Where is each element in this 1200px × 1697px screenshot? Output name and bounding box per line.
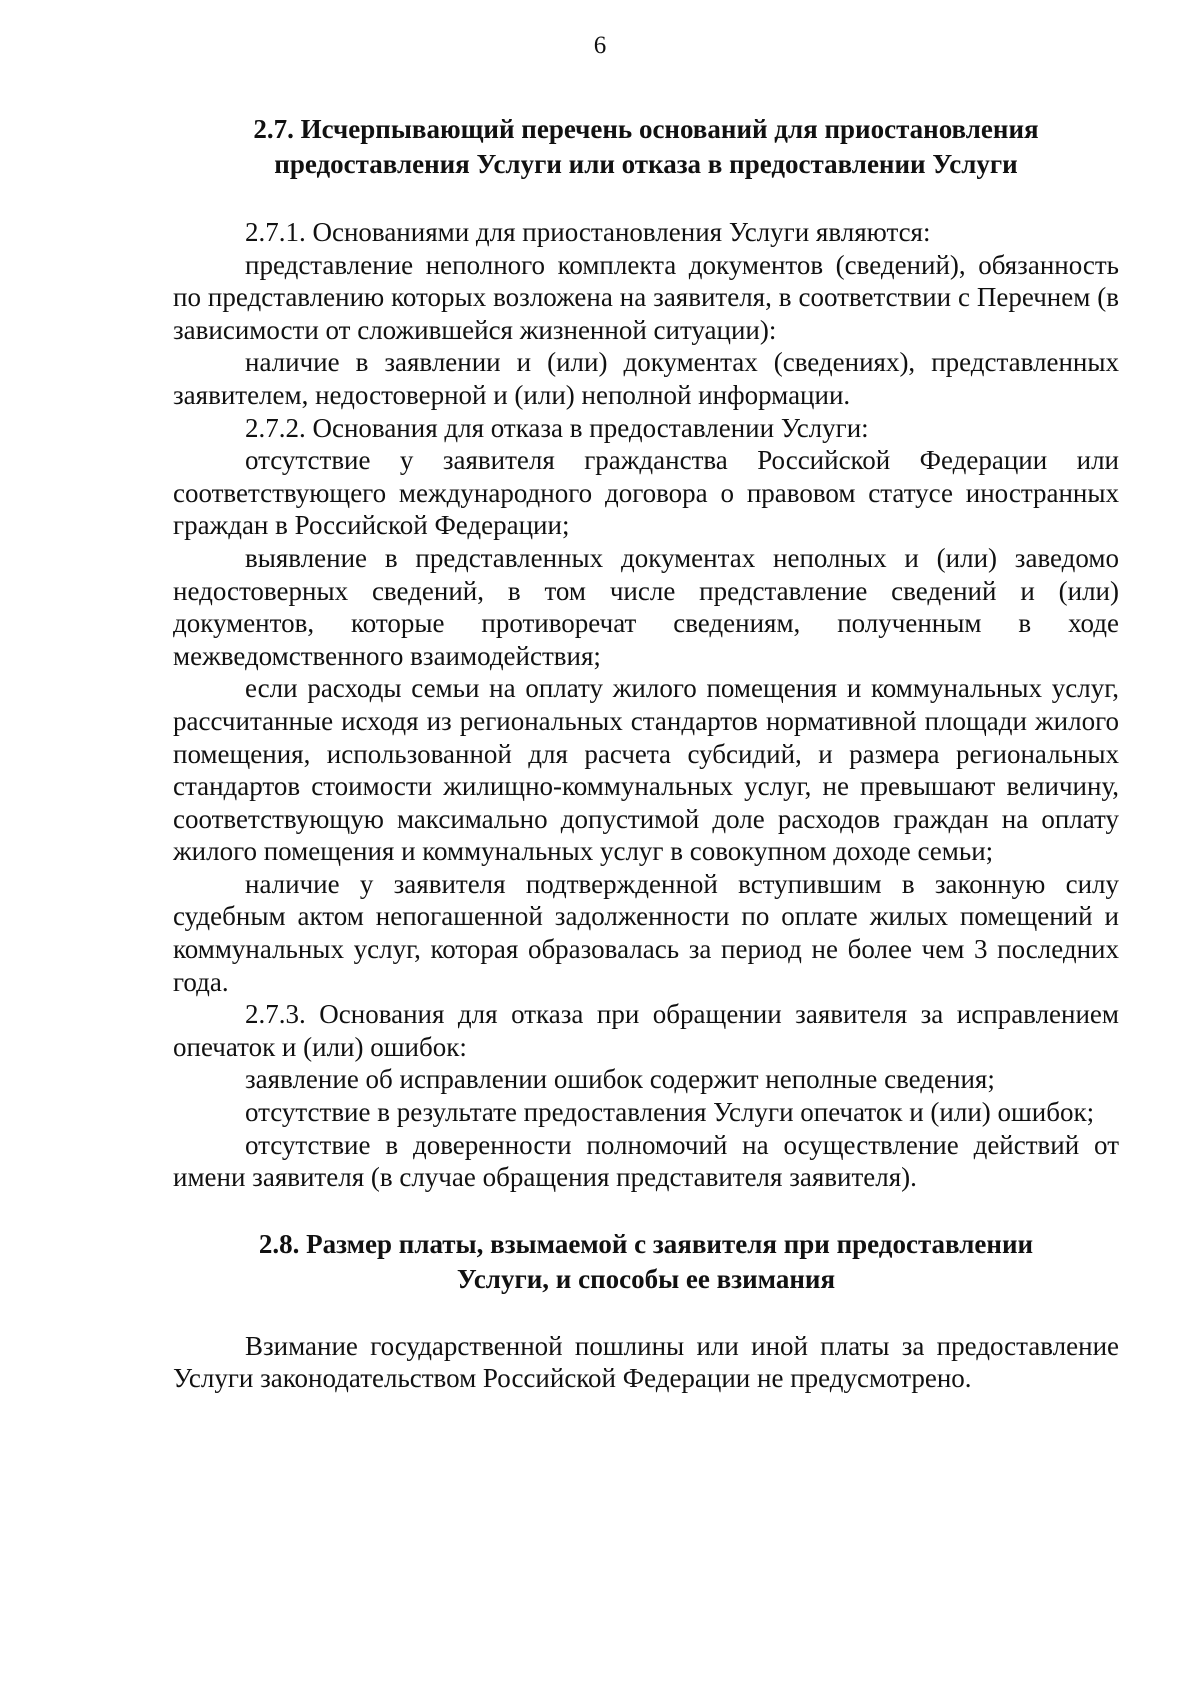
paragraph-fee: Взимание государственной пошлины или иной платы за предоставление Услуги законодательством Российской Федерации не предусмотрено.	[173, 1330, 1119, 1394]
section-2-7-heading	[173, 112, 1119, 182]
section-2-7-heading-line1: 2.7. Исчерпывающий перечень оснований для приостановления	[253, 114, 1039, 144]
paragraph-family-expenses: если расходы семьи на оплату жилого помещения и коммунальных услуг, рассчитанные исходя из региональных стандартов нормативной площади жилого помещения, использованной для расчета субсидий, и размера региональных стандартов стоимости жилищно-коммунальных услуг, не превышают величину, соответствующую максимально допустимой доле расходов граждан на оплату жилого помещения и коммунальных услуг в совокупном доходе семьи;	[173, 673, 1119, 867]
paragraph-no-power-of-attorney: отсутствие в доверенности полномочий на осуществление действий от имени заявителя (в случае обращения представителя заявителя).	[173, 1129, 1119, 1193]
paragraph-debt: наличие у заявителя подтвержденной вступившим в законную силу судебным актом непогашенной задолженности по оплате жилых помещений и коммунальных услуг, которая образовалась за период не более чем 3 последних года.	[173, 868, 1119, 997]
section-2-8-heading-line2: Услуги, и способы ее взимания	[456, 1263, 836, 1294]
page-number: 6	[593, 32, 607, 59]
paragraph-incomplete-correction-request: заявление об исправлении ошибок содержит неполные сведения;	[245, 1064, 995, 1095]
section-2-7-heading-line2: предоставления Услуги или отказа в предоставлении Услуги	[274, 149, 1018, 179]
document-body	[173, 112, 1119, 1395]
paragraph-no-typos: отсутствие в результате предоставления Услуги опечаток и (или) ошибок;	[245, 1097, 1095, 1128]
paragraph-false-documents: выявление в представленных документах неполных и (или) заведомо недостоверных сведений, в том числе представление сведений и (или) документов, которые противоречат сведениям, полученным в ходе межведомственного взаимодействия;	[173, 542, 1119, 671]
section-2-8-heading-line1: 2.8. Размер платы, взымаемой с заявителя при предоставлении	[258, 1228, 1034, 1259]
section-2-8-heading	[173, 1227, 1119, 1297]
paragraph-2-7-3: 2.7.3. Основания для отказа при обращении заявителя за исправлением опечаток и (или) ошибок:	[173, 999, 1119, 1062]
paragraph-2-7-1: 2.7.1. Основаниями для приостановления Услуги являются:	[245, 217, 931, 247]
paragraph-no-citizenship: отсутствие у заявителя гражданства Российской Федерации или соответствующего международного договора о правовом статусе иностранных граждан в Российской Федерации;	[173, 445, 1119, 541]
paragraph-unreliable-information: наличие в заявлении и (или) документах (сведениях), представленных заявителем, недостоверной и (или) неполной информации.	[173, 347, 1119, 410]
paragraph-incomplete-documents: представление неполного комплекта документов (сведений), обязанность по представлению которых возложена на заявителя, в соответствии с Перечнем (в зависимости от сложившейся жизненной ситуации):	[173, 249, 1119, 345]
paragraph-2-7-2: 2.7.2. Основания для отказа в предоставлении Услуги:	[245, 412, 869, 443]
